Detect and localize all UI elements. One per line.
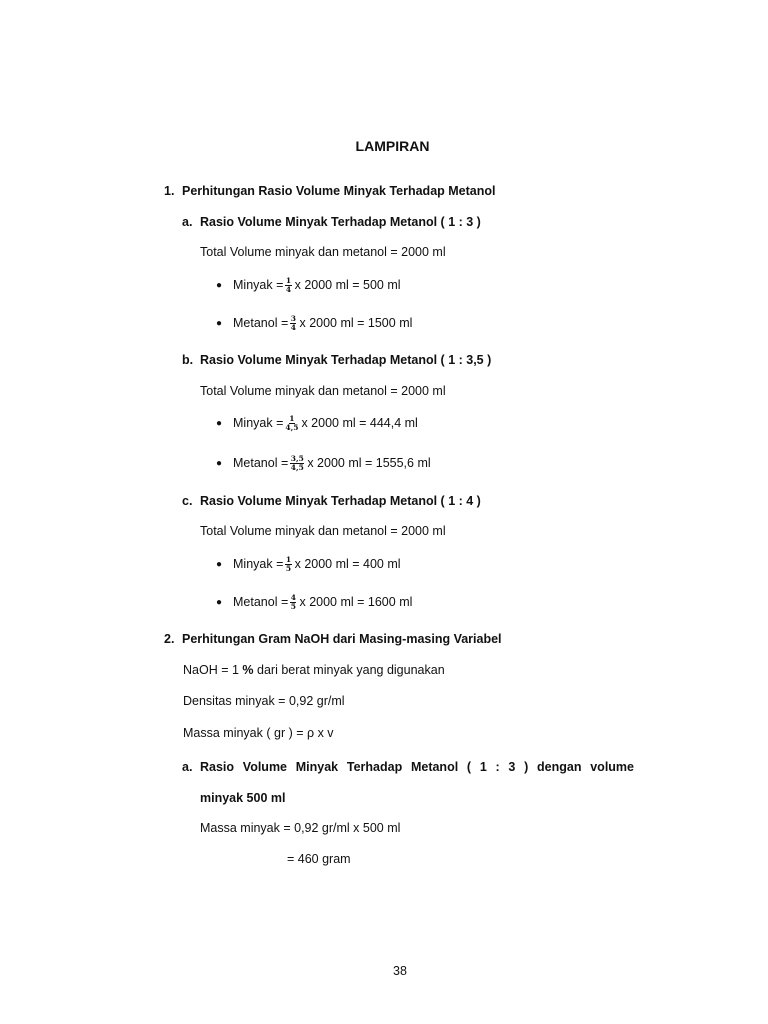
fraction: $\frac{3}{4}$ — [290, 314, 296, 332]
bullet-icon: ● — [216, 457, 223, 469]
section-1-heading — [164, 184, 495, 198]
bullet-icon: ● — [216, 417, 223, 429]
fraction: $\frac{3,5}{4,5}$ — [290, 454, 304, 472]
subsection-1a-total: Total Volume minyak dan metanol = 2000 ml — [200, 245, 446, 259]
subsection-1a-letter: a. — [182, 215, 193, 229]
bullet-icon: ● — [216, 317, 223, 329]
subsection-2a-title-line1: Rasio Volume Minyak Terhadap Metanol ( 1 : 3 ) dengan volume — [200, 760, 634, 774]
section-2-number: 2. — [164, 632, 175, 646]
subsection-1c-letter: c. — [182, 494, 193, 508]
naoh-line: NaOH = 1 % dari berat minyak yang digunakan — [183, 663, 445, 677]
subsection-2a-letter: a. — [182, 760, 193, 774]
section-1-number: 1. — [164, 184, 175, 198]
densitas-line: Densitas minyak = 0,92 gr/ml — [183, 694, 345, 708]
subsection-1a-minyak: ● Minyak = $\frac{1}{4}$ x 2000 ml = 500 ml — [216, 276, 401, 294]
subsection-1b-heading — [182, 353, 491, 367]
subsection-1a-title: Rasio Volume Minyak Terhadap Metanol ( 1 : 3 ) — [200, 215, 481, 229]
subsection-1c-title: Rasio Volume Minyak Terhadap Metanol ( 1 : 4 ) — [200, 494, 481, 508]
section-1-title: Perhitungan Rasio Volume Minyak Terhadap Metanol — [182, 184, 496, 198]
subsection-1b-total: Total Volume minyak dan metanol = 2000 ml — [200, 384, 446, 398]
section-2-heading — [164, 632, 502, 646]
subsection-1c-total: Total Volume minyak dan metanol = 2000 ml — [200, 524, 446, 538]
subsection-2a-title-line2: minyak 500 ml — [200, 791, 286, 805]
page-title: LAMPIRAN — [355, 138, 430, 154]
subsection-1b-minyak: ● Minyak = $\frac{1}{4,5}$ x 2000 ml = 444,4 ml — [216, 414, 418, 432]
subsection-1a-heading — [182, 215, 481, 229]
massa-formula-line: Massa minyak ( gr ) = ρ x v — [183, 726, 334, 740]
fraction: $\frac{1}{4}$ — [285, 276, 292, 294]
subsection-1c-heading — [182, 494, 481, 508]
subsection-2a-heading — [182, 760, 634, 774]
bullet-icon: ● — [216, 279, 223, 291]
section-2-title: Perhitungan Gram NaOH dari Masing-masing Variabel — [182, 632, 502, 646]
subsection-1b-letter: b. — [182, 353, 194, 367]
fraction: $\frac{1}{5}$ — [285, 555, 292, 573]
subsection-1a-metanol: ● Metanol = $\frac{3}{4}$ x 2000 ml = 1500 ml — [216, 314, 413, 332]
bullet-icon: ● — [216, 596, 223, 608]
subsection-1b-title: Rasio Volume Minyak Terhadap Metanol ( 1 : 3,5 ) — [200, 353, 492, 367]
subsection-1c-metanol: ● Metanol = $\frac{4}{5}$ x 2000 ml = 1600 ml — [216, 593, 413, 611]
subsection-1c-minyak: ● Minyak = $\frac{1}{5}$ x 2000 ml = 400 ml — [216, 555, 401, 573]
page-number: 38 — [393, 964, 407, 978]
fraction: $\frac{1}{4,5}$ — [285, 414, 299, 432]
subsection-2a-calc1: Massa minyak = 0,92 gr/ml x 500 ml — [200, 821, 401, 835]
subsection-2a-calc2: = 460 gram — [287, 852, 351, 866]
bullet-icon: ● — [216, 558, 223, 570]
subsection-1b-metanol: ● Metanol = $\frac{3,5}{4,5}$ x 2000 ml = 1555,6 ml — [216, 454, 431, 472]
fraction: $\frac{4}{5}$ — [290, 593, 296, 611]
